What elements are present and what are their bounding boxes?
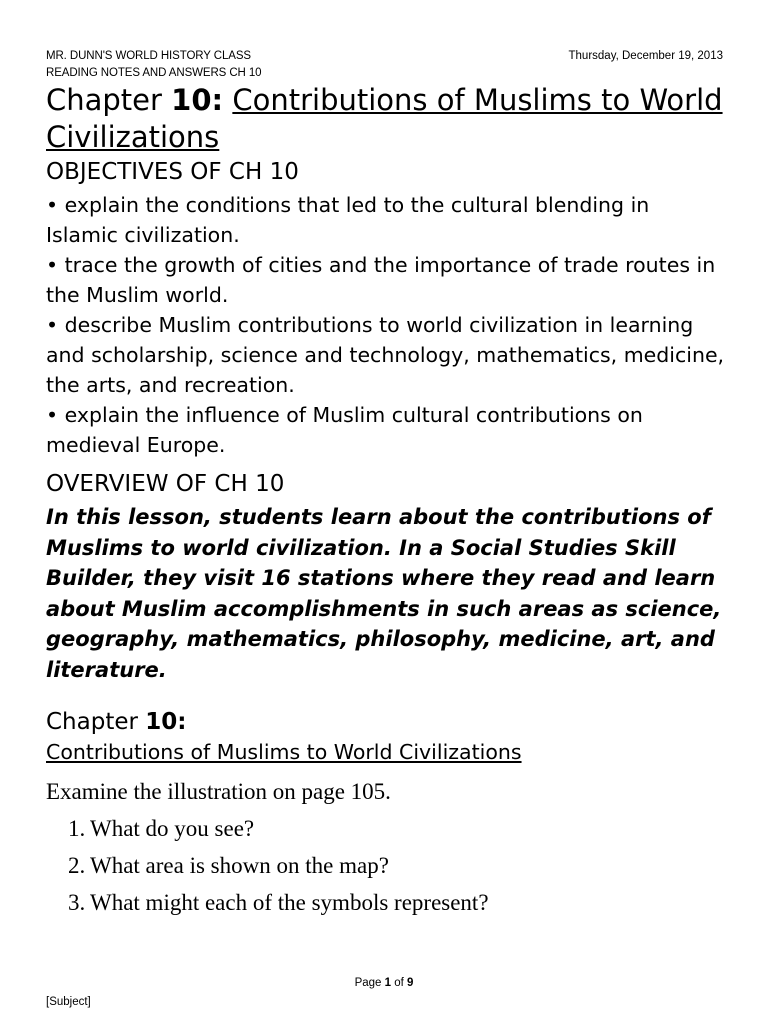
question-number: 2. [68,853,86,878]
question-number: 1. [68,816,86,841]
header-left [46,48,261,82]
section-chapter-prefix: Chapter [46,709,146,735]
objective-item: • describe Muslim contributions to world civilization in learning and scholarship, science and technology, mathematics, medicine, the arts, and recreation. [46,313,725,397]
chapter-title-text: Contributions of Muslims to World Civilizations [46,83,723,154]
objective-item: • explain the influence of Muslim cultural contributions on medieval Europe. [46,403,643,457]
chapter-title [46,82,726,156]
question-text: What do you see? [90,816,255,841]
class-name: MR. DUNN'S WORLD HISTORY CLASS [46,50,251,62]
objectives-heading: OBJECTIVES OF CH 10 [46,159,299,185]
overview-heading: OVERVIEW OF CH 10 [46,471,285,497]
page-current: 1 [384,977,392,989]
overview-text: In this lesson, students learn about the contributions of Muslims to world civilization. In a Social Studies Skill Builder, they visit 16 stations where they read and learn about Muslim accomplishments in such areas as science, geography, mathematics, philosophy, medicine, art, and literature. [46,505,722,682]
page-of: of [391,977,408,989]
question-item [46,884,726,921]
page-label: Page [354,977,385,989]
objective-item: • trace the growth of cities and the importance of trade routes in the Muslim world. [46,253,716,307]
section-subtitle: Contributions of Muslims to World Civilizations [46,740,522,764]
title-space [223,83,232,117]
chapter-number: 10: [171,83,224,117]
page-number [0,977,768,989]
section-chapter-heading [46,707,726,737]
question-item [46,810,726,847]
question-text: What area is shown on the map? [90,853,389,878]
question-item [46,847,726,884]
page-content [46,82,726,921]
instruction-text: Examine the illustration on page 105. [46,779,391,804]
question-list [46,810,726,921]
section-chapter-number: 10: [145,709,187,735]
objectives-list [46,190,726,460]
objective-item: • explain the conditions that led to the cultural blending in Islamic civilization. [46,193,650,247]
question-number: 3. [68,890,86,915]
header-date: Thursday, December 19, 2013 [568,50,723,62]
notes-subtitle: READING NOTES AND ANSWERS CH 10 [46,67,262,79]
footer-subject: [Subject] [46,996,91,1008]
page-total: 9 [407,977,414,989]
question-text: What might each of the symbols represent? [90,890,489,915]
chapter-prefix: Chapter [46,83,172,117]
